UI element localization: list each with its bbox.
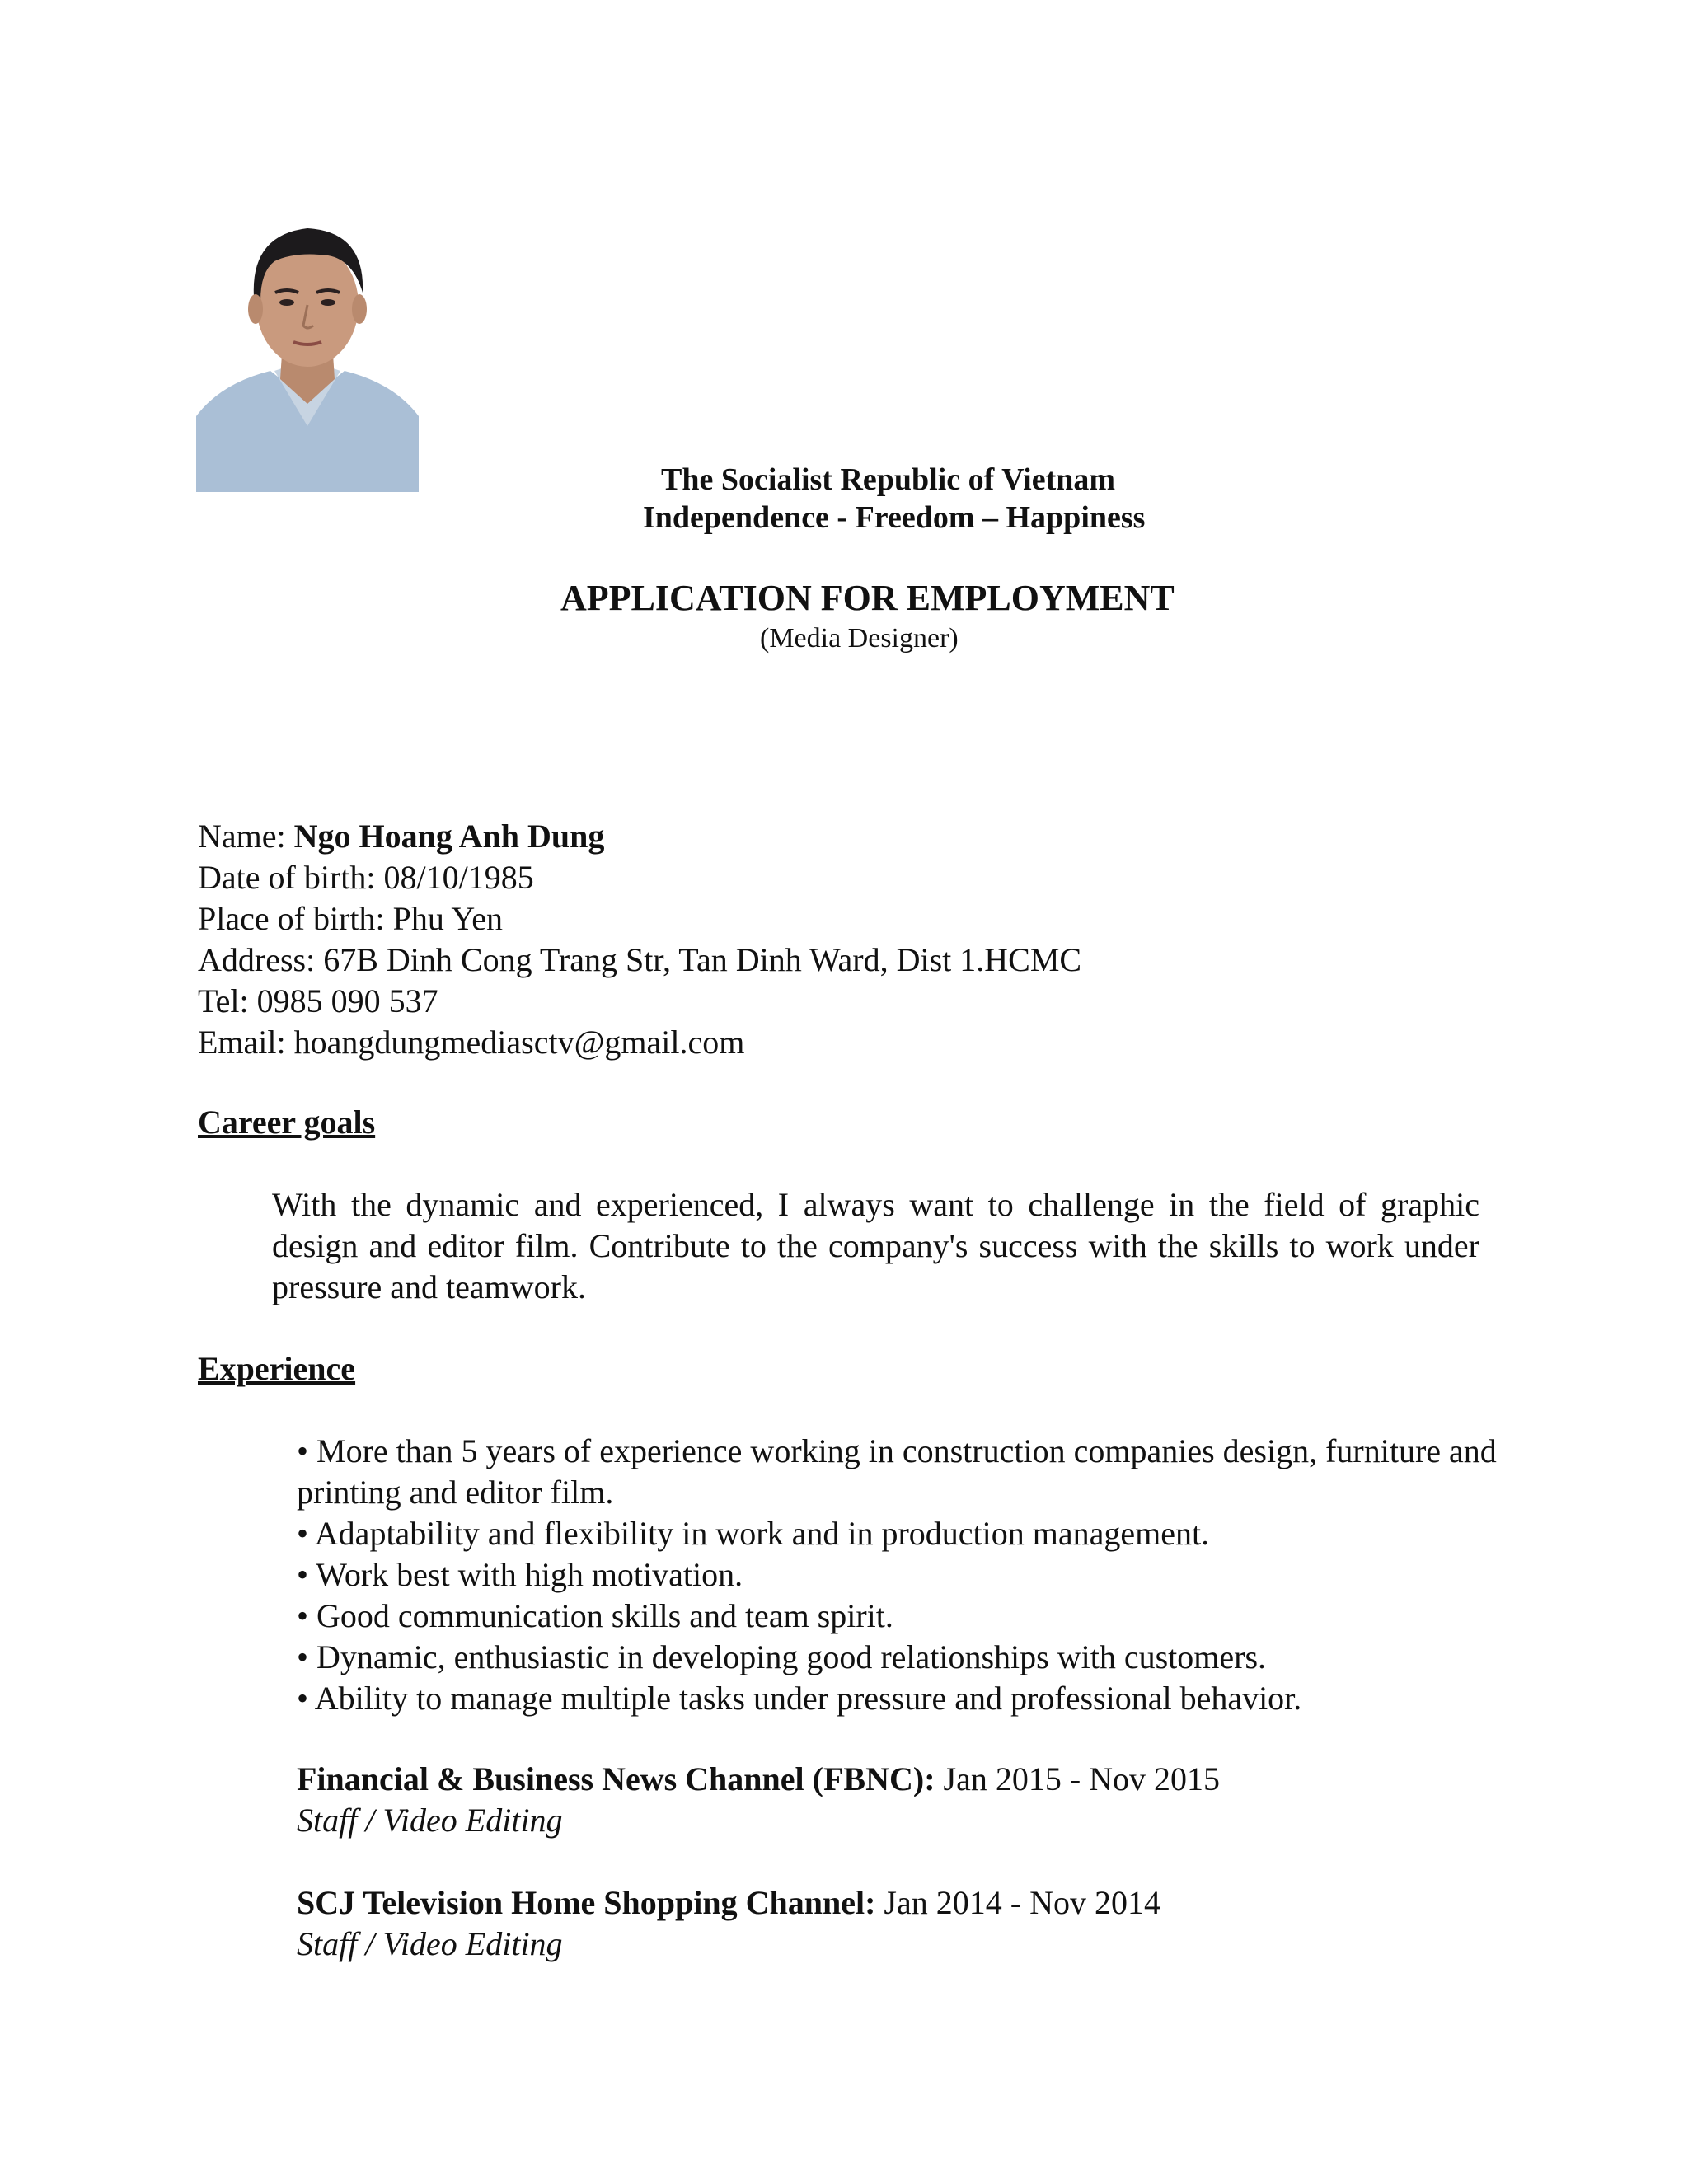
list-item: • More than 5 years of experience working in construction companies design, furniture and printing and editor film.: [297, 1432, 1497, 1511]
name-value: Ngo Hoang Anh Dung: [293, 818, 605, 855]
experience-heading: Experience: [198, 1350, 356, 1387]
list-item: • Good communication skills and team spirit.: [297, 1597, 893, 1634]
dob-row: Date of birth: 08/10/1985: [198, 859, 534, 896]
tel-row: Tel: 0985 090 537: [198, 982, 438, 1019]
list-item: • Dynamic, enthusiastic in developing good relationships with customers.: [297, 1638, 1267, 1675]
name-row: [198, 816, 1081, 857]
job-role: Staff / Video Editing: [297, 1802, 563, 1839]
job-company: SCJ Television Home Shopping Channel:: [297, 1884, 876, 1921]
document-subtitle: (Media Designer): [760, 623, 959, 654]
list-item: • Ability to manage multiple tasks under pressure and professional behavior.: [297, 1680, 1302, 1717]
pob-row: Place of birth: Phu Yen: [198, 900, 503, 937]
job-period: Jan 2014 - Nov 2014: [875, 1884, 1160, 1921]
motto-heading: Independence - Freedom – Happiness: [643, 500, 1146, 535]
email-row: Email: hoangdungmediasctv@gmail.com: [198, 1024, 745, 1061]
portrait-icon: [196, 210, 419, 492]
portrait-photo: [196, 210, 419, 492]
job-role: Staff / Video Editing: [297, 1925, 563, 1962]
list-item: • Adaptability and flexibility in work and in production management.: [297, 1515, 1210, 1552]
career-goals-text: With the dynamic and experienced, I always want to challenge in the field of graphic design and editor film. Contribute to the company's success with the skills to work under pressure and teamwork.: [272, 1186, 1479, 1305]
country-heading: The Socialist Republic of Vietnam: [661, 462, 1116, 497]
job-entry-scj: [297, 1882, 1160, 1965]
list-item: • Work best with high motivation.: [297, 1556, 743, 1593]
career-goals-heading: Career goals: [198, 1104, 376, 1141]
job-period: Jan 2015 - Nov 2015: [935, 1760, 1221, 1797]
job-entry-fbnc: [297, 1759, 1220, 1841]
document-title: APPLICATION FOR EMPLOYMENT: [560, 578, 1175, 618]
address-row: Address: 67B Dinh Cong Trang Str, Tan Dinh Ward, Dist 1.HCMC: [198, 941, 1082, 978]
job-company: Financial & Business News Channel (FBNC):: [297, 1760, 935, 1797]
experience-list: [297, 1431, 1500, 1719]
personal-info: [198, 816, 1081, 1063]
name-label: Name:: [198, 818, 294, 855]
